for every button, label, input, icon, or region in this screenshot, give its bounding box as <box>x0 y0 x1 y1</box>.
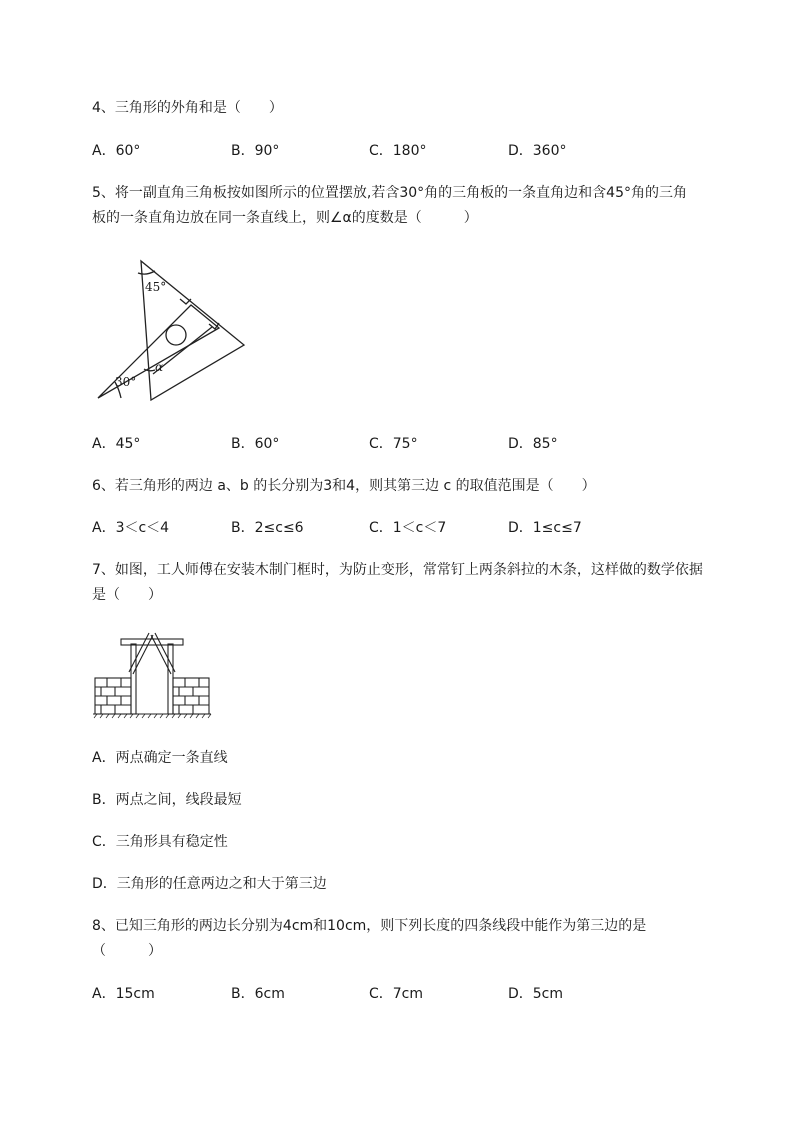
question-8-option-b[interactable]: B．6cm <box>231 986 285 1002</box>
question-4-stem: 4、三角形的外角和是（ ） <box>92 100 283 116</box>
question-6-option-d[interactable]: D．1≤c≤7 <box>508 520 582 536</box>
question-7-option-c[interactable]: C．三角形具有稳定性 <box>92 834 228 850</box>
question-7-option-a[interactable]: A．两点确定一条直线 <box>92 750 228 766</box>
question-5-option-a[interactable]: A．45° <box>92 436 141 452</box>
question-4-option-b[interactable]: B．90° <box>231 143 280 159</box>
question-7-option-b[interactable]: B．两点之间，线段最短 <box>92 792 242 808</box>
question-7-option-d[interactable]: D．三角形的任意两边之和大于第三边 <box>92 876 327 892</box>
question-8-option-c[interactable]: C．7cm <box>369 986 424 1002</box>
question-5-option-b[interactable]: B．60° <box>231 436 280 452</box>
question-8-option-d[interactable]: D．5cm <box>508 986 564 1002</box>
hole-circle <box>166 325 186 345</box>
question-7-stem-line-1: 7、如图，工人师傅在安装木制门框时，为防止变形，常常钉上两条斜拉的木条，这样做的数学依据 <box>92 562 703 578</box>
alpha-label: α <box>155 360 164 374</box>
question-4-option-d[interactable]: D．360° <box>508 143 567 159</box>
question-6-option-a[interactable]: A．3＜c＜4 <box>92 520 170 536</box>
question-8-stem-line-2: （ ） <box>92 943 162 959</box>
question-4-option-a[interactable]: A．60° <box>92 143 141 159</box>
question-5-stem-line-2: 板的一条直角边放在同一条直线上，则∠α的度数是（ ） <box>92 210 478 226</box>
question-8-option-a[interactable]: A．15cm <box>92 986 155 1002</box>
angle-45-label: 45° <box>145 280 167 294</box>
door-frame-figure <box>93 632 211 720</box>
question-4-option-c[interactable]: C．180° <box>369 143 427 159</box>
question-6-option-b[interactable]: B．2≤c≤6 <box>231 520 304 536</box>
question-5-option-d[interactable]: D．85° <box>508 436 558 452</box>
question-7-stem-line-2: 是（ ） <box>92 587 162 603</box>
question-5-stem-line-1: 5、将一副直角三角板按如图所示的位置摆放,若含30°角的三角板的一条直角边和含45°角的三角 <box>92 185 687 201</box>
question-5-option-c[interactable]: C．75° <box>369 436 418 452</box>
question-6-stem: 6、若三角形的两边 a、b 的长分别为3和4，则其第三边 c 的取值范围是（ ） <box>92 478 596 494</box>
question-8-stem-line-1: 8、已知三角形的两边长分别为4cm和10cm，则下列长度的四条线段中能作为第三边的是 <box>92 918 647 934</box>
angle-30-label: 30° <box>115 375 137 389</box>
question-6-option-c[interactable]: C．1＜c＜7 <box>369 520 447 536</box>
